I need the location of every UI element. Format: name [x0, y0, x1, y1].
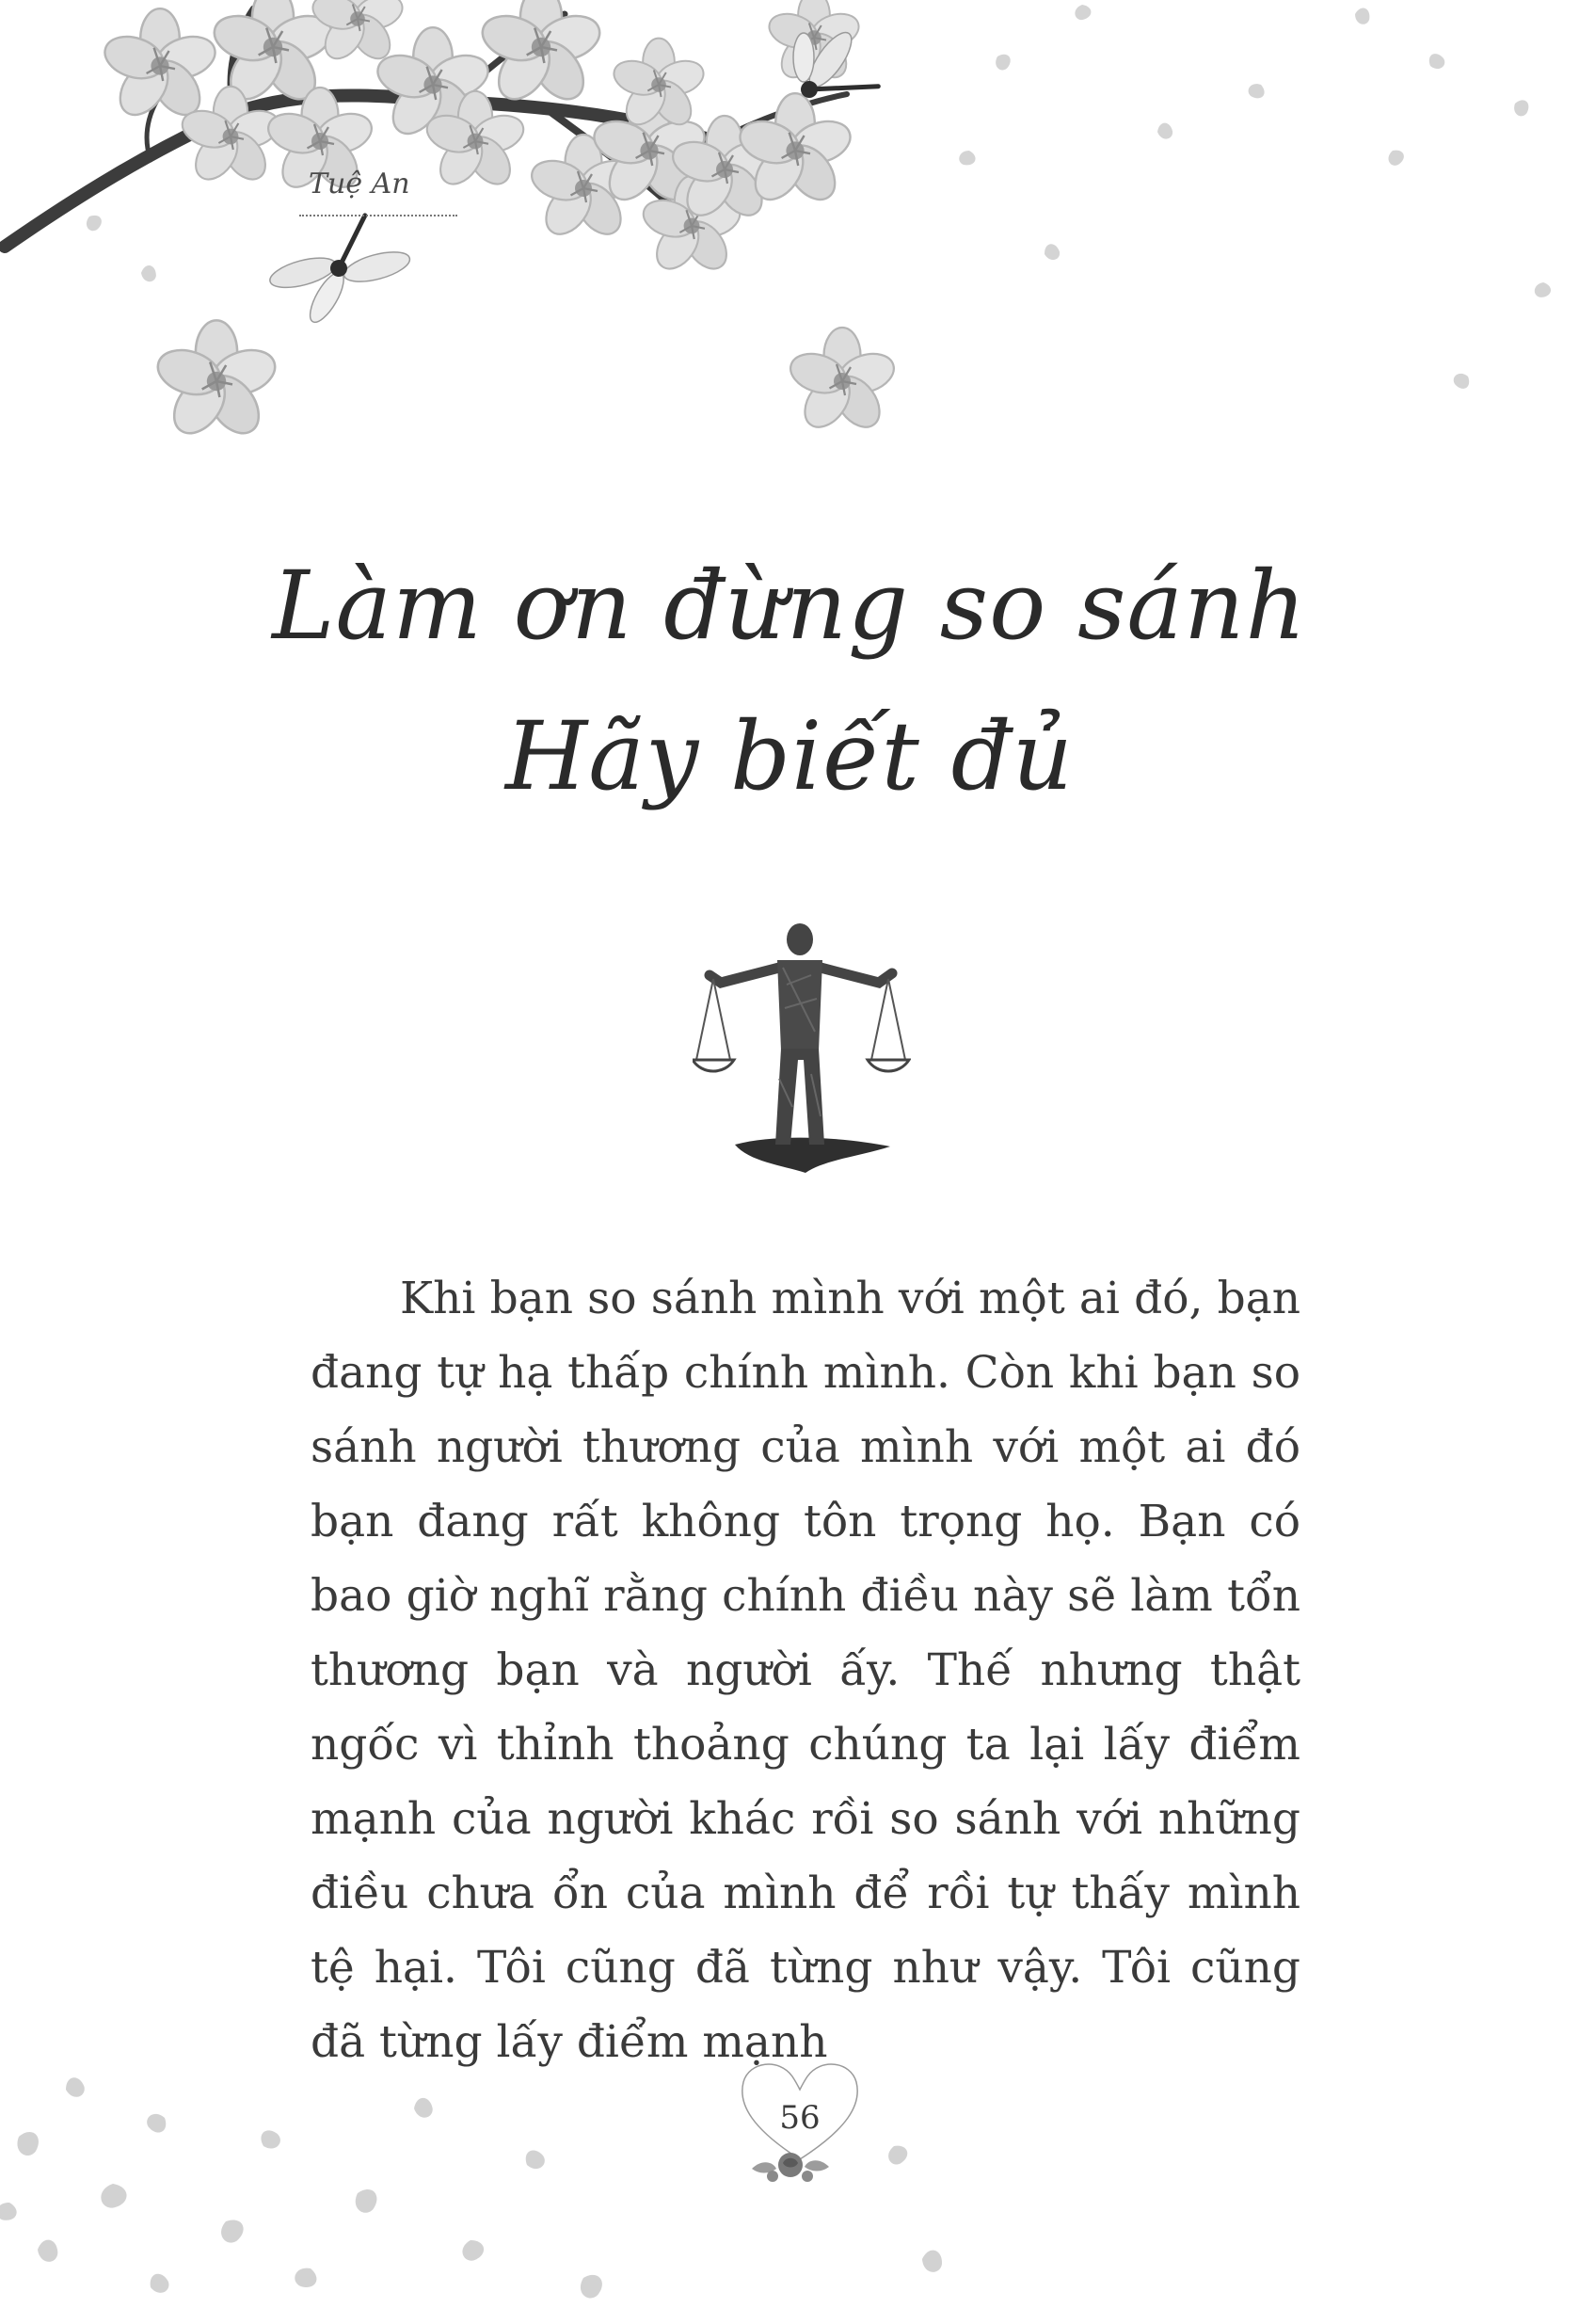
rose-icon [748, 2144, 833, 2186]
man-holding-scales-icon [693, 919, 911, 1195]
chapter-title-line-1: Làm ơn đừng so sánh [272, 551, 1307, 661]
chapter-title-line-2: Hãy biết đủ [504, 701, 1075, 811]
author-name: Tuệ An [309, 168, 410, 200]
dragonfly-icon [260, 197, 419, 344]
author-divider [299, 215, 457, 216]
page-number: 56 [779, 2099, 821, 2137]
cherry-blossom-branch-icon [0, 0, 1579, 452]
body-paragraph: Khi bạn so sánh mình với một ai đó, bạn đang tự hạ thấp chính mình. Còn khi bạn so sánh người thương của mình với một ai đó bạn đang rất không tôn trọng họ. Bạn có bao giờ nghĩ rằng chính điều này sẽ làm tổn thương bạn và người ấy. Thế nhưng thật ngốc vì thỉnh thoảng chúng ta lại lấy điểm mạnh của người khác rồi so sánh với những điều chưa ổn của mình để rồi tự thấy mình tệ hại. Tôi cũng đã từng như vậy. Tôi cũng đã từng lấy điểm mạnh [311, 1273, 1300, 2068]
